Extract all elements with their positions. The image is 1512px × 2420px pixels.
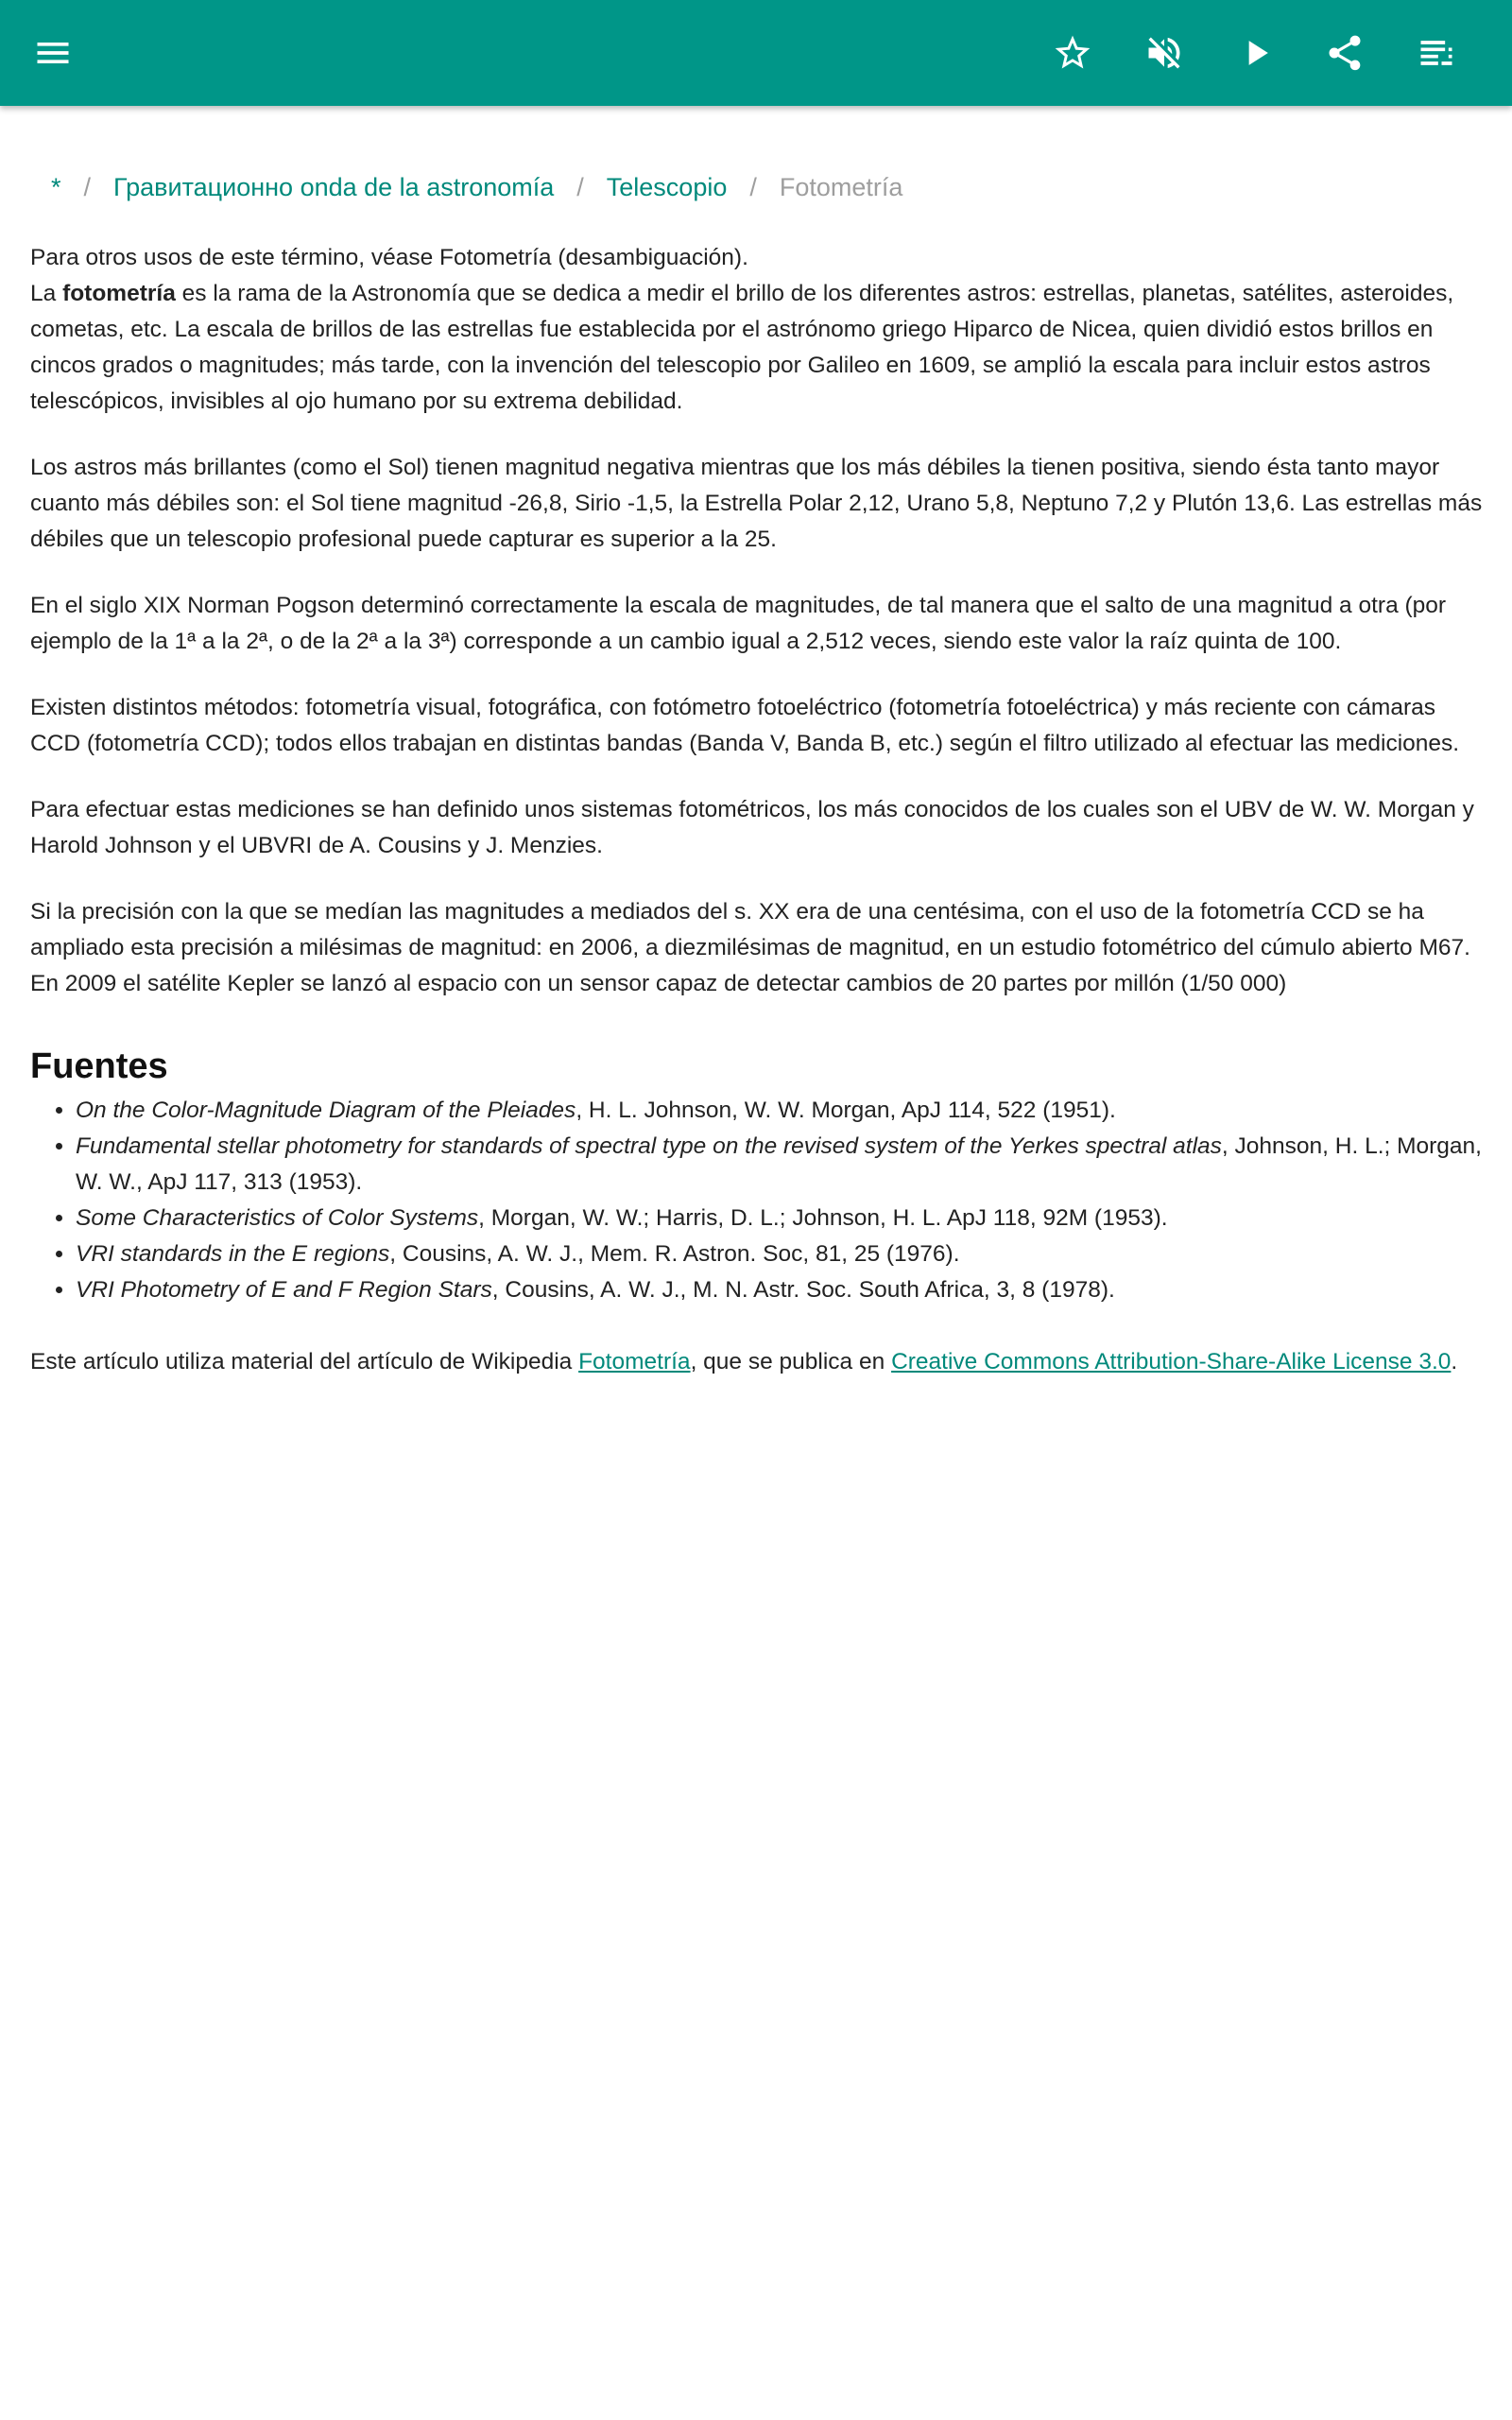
source-item <box>76 1272 1486 1308</box>
source-details: , Johnson, H. L.; Morgan, W. W., ApJ 117, 313 (1953). <box>76 1133 1482 1195</box>
article-content <box>30 240 1486 1410</box>
wikipedia-article-link[interactable]: Fotometría <box>578 1349 691 1374</box>
article-paragraph-5: Para efectuar estas mediciones se han definido unos sistemas fotométricos, los más conocidos de los cuales son el UBV de W. W. Morgan y Harold Johnson y el UBVRI de A. Cousins y J. Menzies. <box>30 797 1474 858</box>
cc-license-link[interactable]: Creative Commons Attribution-Share-Alike License 3.0 <box>891 1349 1452 1374</box>
license-footer <box>30 1344 1486 1380</box>
star-outline-icon[interactable] <box>1044 25 1101 81</box>
intro-bold-term: fotometría <box>62 281 176 306</box>
breadcrumb-separator: / <box>83 173 92 201</box>
source-title: Some Characteristics of Color Systems <box>76 1205 479 1231</box>
intro-prefix: La <box>30 281 63 306</box>
source-details: , Morgan, W. W.; Harris, D. L.; Johnson, H. L. ApJ 118, 92M (1953). <box>478 1205 1168 1231</box>
source-details: , Cousins, A. W. J., M. N. Astr. Soc. South Africa, 3, 8 (1978). <box>491 1277 1115 1303</box>
source-details: , Cousins, A. W. J., Mem. R. Astron. Soc, 81, 25 (1976). <box>389 1241 960 1267</box>
article-intro <box>30 276 1486 420</box>
intro-text: es la rama de la Astronomía que se dedica a medir el brillo de los diferentes astros: estrellas, planetas, satélites, asteroides, cometas, etc. La escala de brillos de las estrellas fue establecida por el astrónomo griego Hiparco de Nicea, quien dividió estos brillos en cincos grados o magnitudes; más tarde, con la invención del telescopio por Galileo en 1609, se amplió la escala para incluir estos astros telescópicos, invisibles al ojo humano por su extrema debilidad. <box>30 281 1454 414</box>
volume-off-icon[interactable] <box>1136 25 1193 81</box>
source-item <box>76 1201 1486 1236</box>
article-paragraph-6: Si la precisión con la que se medían las magnitudes a mediados del s. XX era de una centésima, con el uso de la fotometría CCD se ha ampliado esta precisión a milésimas de magnitud: en 2006, a diezmilésimas de magnitud, en un estudio fotométrico del cúmulo abierto M67. En 2009 el satélite Kepler se lanzó al espacio con un sensor capaz de detectar cambios de 20 partes por millón (1/50 000) <box>30 899 1470 996</box>
license-prefix: Este artículo utiliza material del artículo de Wikipedia <box>30 1349 579 1374</box>
breadcrumb-separator: / <box>576 173 584 201</box>
source-item <box>76 1093 1486 1129</box>
app-bar <box>0 0 1512 106</box>
license-middle: , que se publica en <box>690 1349 892 1374</box>
breadcrumb-link-telescopio[interactable]: Telescopio <box>606 173 728 201</box>
share-icon[interactable] <box>1316 25 1373 81</box>
disambiguation-note: Para otros usos de este término, véase Fotometría (desambiguación). <box>30 245 748 270</box>
source-item <box>76 1129 1486 1201</box>
article-paragraph-3: En el siglo XIX Norman Pogson determinó correctamente la escala de magnitudes, de tal manera que el salto de una magnitud a otra (por ejemplo de la 1ª a la 2ª, o de la 2ª a la 3ª) corresponde a un cambio igual a 2,512 veces, siendo este valor la raíz quinta de 100. <box>30 593 1447 654</box>
source-title: Fundamental stellar photometry for standards of spectral type on the revised system of the Yerkes spectral atlas <box>76 1133 1222 1159</box>
source-title: VRI standards in the E regions <box>76 1241 390 1267</box>
menu-icon[interactable] <box>25 25 81 81</box>
breadcrumb-home-link[interactable]: * <box>51 173 61 201</box>
play-icon[interactable] <box>1228 25 1284 81</box>
playlist-icon[interactable] <box>1408 25 1465 81</box>
sources-heading: Fuentes <box>30 1046 168 1086</box>
breadcrumb-current: Fotometría <box>779 173 903 201</box>
sources-list <box>30 1093 1486 1308</box>
breadcrumb <box>51 168 902 206</box>
source-item <box>76 1236 1486 1272</box>
article-paragraph-4: Existen distintos métodos: fotometría visual, fotográfica, con fotómetro fotoeléctrico (fotometría fotoeléctrica) y más reciente con cámaras CCD (fotometría CCD); todos ellos trabajan en distintas bandas (Banda V, Banda B, etc.) según el filtro utilizado al efectuar las mediciones. <box>30 695 1460 756</box>
source-title: On the Color-Magnitude Diagram of the Pleiades <box>76 1098 576 1123</box>
breadcrumb-link-gravitational-wave[interactable]: Гравитационно onda de la astronomía <box>113 173 555 201</box>
breadcrumb-separator: / <box>749 173 757 201</box>
source-details: , H. L. Johnson, W. W. Morgan, ApJ 114, 522 (1951). <box>576 1098 1116 1123</box>
license-suffix: . <box>1451 1349 1458 1374</box>
source-title: VRI Photometry of E and F Region Stars <box>76 1277 492 1303</box>
article-paragraph-2: Los astros más brillantes (como el Sol) tienen magnitud negativa mientras que los más débiles la tienen positiva, siendo ésta tanto mayor cuanto más débiles son: el Sol tiene magnitud -26,8, Sirio -1,5, la Estrella Polar 2,12, Urano 5,8, Neptuno 7,2 y Plutón 13,6. Las estrellas más débiles que un telescopio profesional puede capturar es superior a la 25. <box>30 455 1483 552</box>
